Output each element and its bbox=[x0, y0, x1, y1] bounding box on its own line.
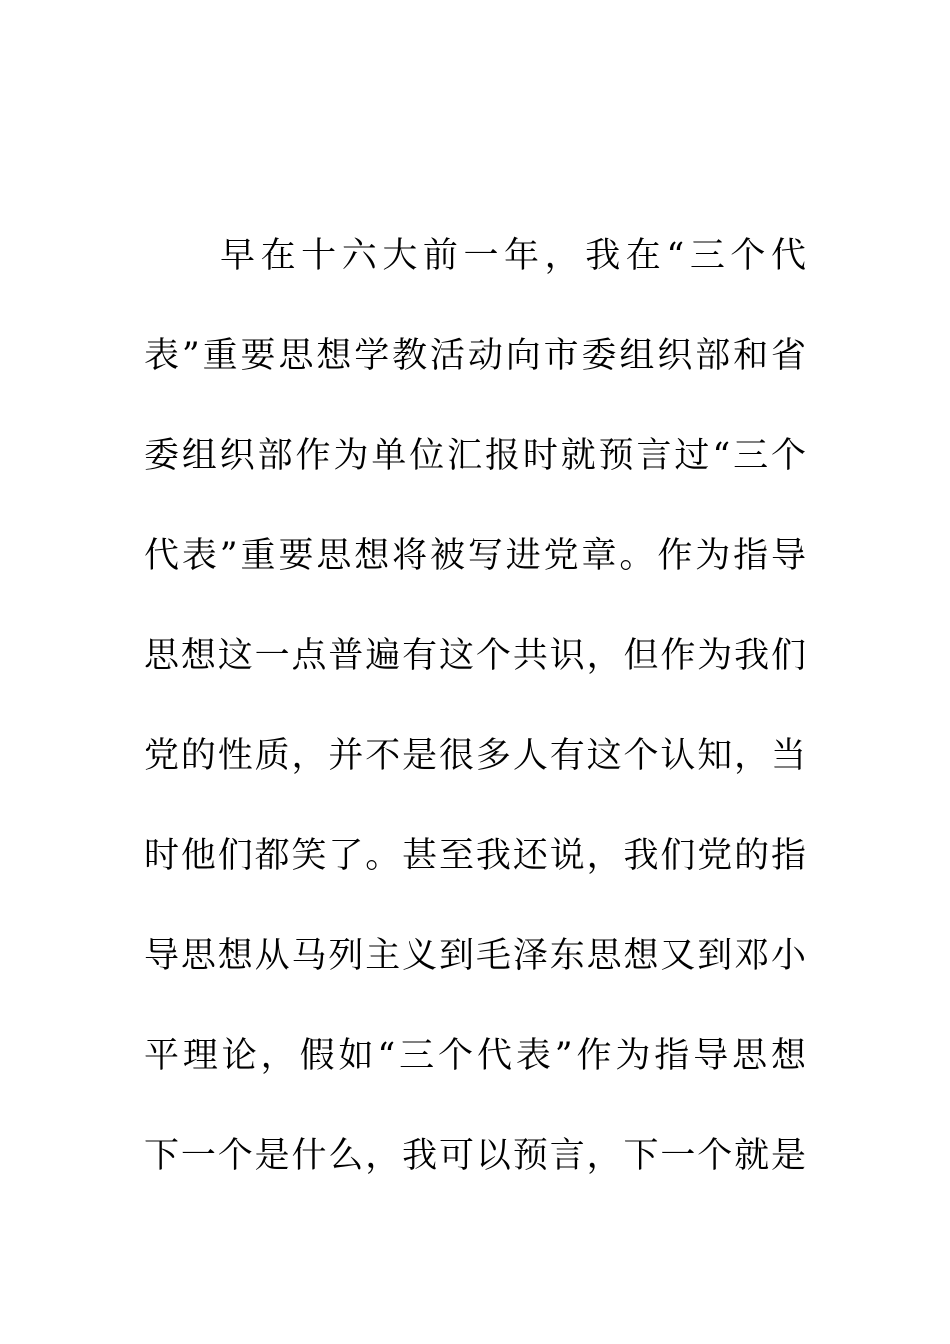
paragraph-line-9: 平理论，假如“三个代表”作为指导思想 bbox=[144, 1036, 806, 1076]
paragraph-line-5: 思想这一点普遍有这个共识，但作为我们 bbox=[144, 636, 806, 676]
paragraph-line-7: 时他们都笑了。甚至我还说，我们党的指 bbox=[144, 836, 806, 876]
paragraph-line-6: 党的性质，并不是很多人有这个认知，当 bbox=[144, 736, 806, 776]
paragraph-line-3: 委组织部作为单位汇报时就预言过“三个 bbox=[144, 436, 806, 476]
paragraph-line-8: 导思想从马列主义到毛泽东思想又到邓小 bbox=[144, 936, 806, 976]
paragraph-line-4: 代表”重要思想将被写进党章。作为指导 bbox=[144, 536, 806, 576]
body-paragraph bbox=[144, 226, 806, 1226]
paragraph-line-2: 表”重要思想学教活动向市委组织部和省 bbox=[144, 336, 806, 376]
paragraph-line-10: 下一个是什么，我可以预言，下一个就是 bbox=[144, 1136, 806, 1176]
paragraph-line-1: 早在十六大前一年，我在“三个代 bbox=[220, 236, 806, 276]
